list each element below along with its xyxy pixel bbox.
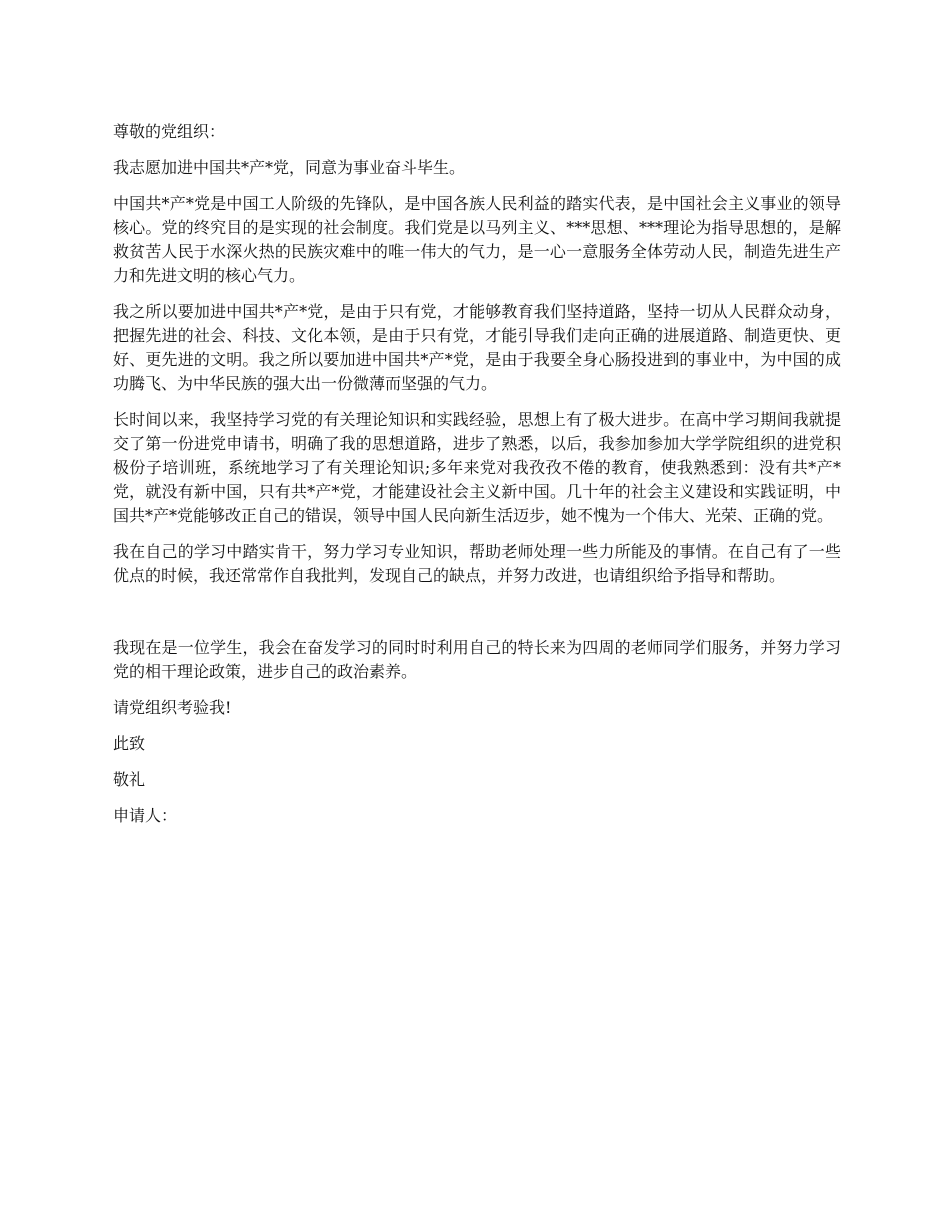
body-paragraph-party-nature: 中国共*产*党是中国工人阶级的先锋队，是中国各族人民利益的踏实代表，是中国社会主义事业的领导核心。党的终究目的是实现的社会制度。我们党是以马列主义、***思想、***理论为指导思想的，是解救贫苦人民于水深火热的民族灾难中的唯一伟大的气力，是一心一意服务全体劳动人民，制造先进生产力和先进文明的核心气力。 [113,194,841,285]
body-paragraph-motivation: 我之所以要加进中国共*产*党，是由于只有党，才能够教育我们坚持道路，坚持一切从人民群众动身，把握先进的社会、科技、文化本领，是由于只有党，才能引导我们走向正确的进展道路、制造更快、更好、更先进的文明。我之所以要加进中国共*产*党，是由于我要全身心肠投进到的事业中，为中国的成功腾飞、为中华民族的强大出一份微薄而坚强的气力。 [113,302,841,393]
signature-line: 申请人： [113,806,178,825]
request-line: 请党组织考验我! [113,698,232,717]
body-paragraph-self-improvement: 我在自己的学习中踏实肯干，努力学习专业知识，帮助老师处理一些力所能及的事情。在自己有了一些优点的时候，我还常常作自我批判，发现自己的缺点，并努力改进，也请组织给予指导和帮助。 [113,542,841,585]
closing-line-1: 此致 [113,734,146,753]
salutation: 尊敬的党组织： [113,122,226,141]
paragraph-spacer [113,600,841,636]
body-paragraph-current-status: 我现在是一位学生，我会在奋发学习的同时时利用自己的特长来为四周的老师同学们服务，并努力学习党的相干理论政策，进步自己的政治素养。 [113,638,841,681]
closing-line-2: 敬礼 [113,770,146,789]
application-letter [113,120,841,840]
opening-statement: 我志愿加进中国共*产*党，同意为事业奋斗毕生。 [113,158,466,177]
body-paragraph-study-history: 长时间以来，我坚持学习党的有关理论知识和实践经验，思想上有了极大进步。在高中学习期间我就提交了第一份进党申请书，明确了我的思想道路，进步了熟悉，以后，我参加参加大学学院组织的进党积极份子培训班，系统地学习了有关理论知识;多年来党对我孜孜不倦的教育，使我熟悉到：没有共*产*党，就没有新中国，只有共*产*党，才能建设社会主义新中国。几十年的社会主义建设和实践证明，中国共*产*党能够改正自己的错误，领导中国人民向新生活迈步，她不愧为一个伟大、光荣、正确的党。 [113,410,841,525]
